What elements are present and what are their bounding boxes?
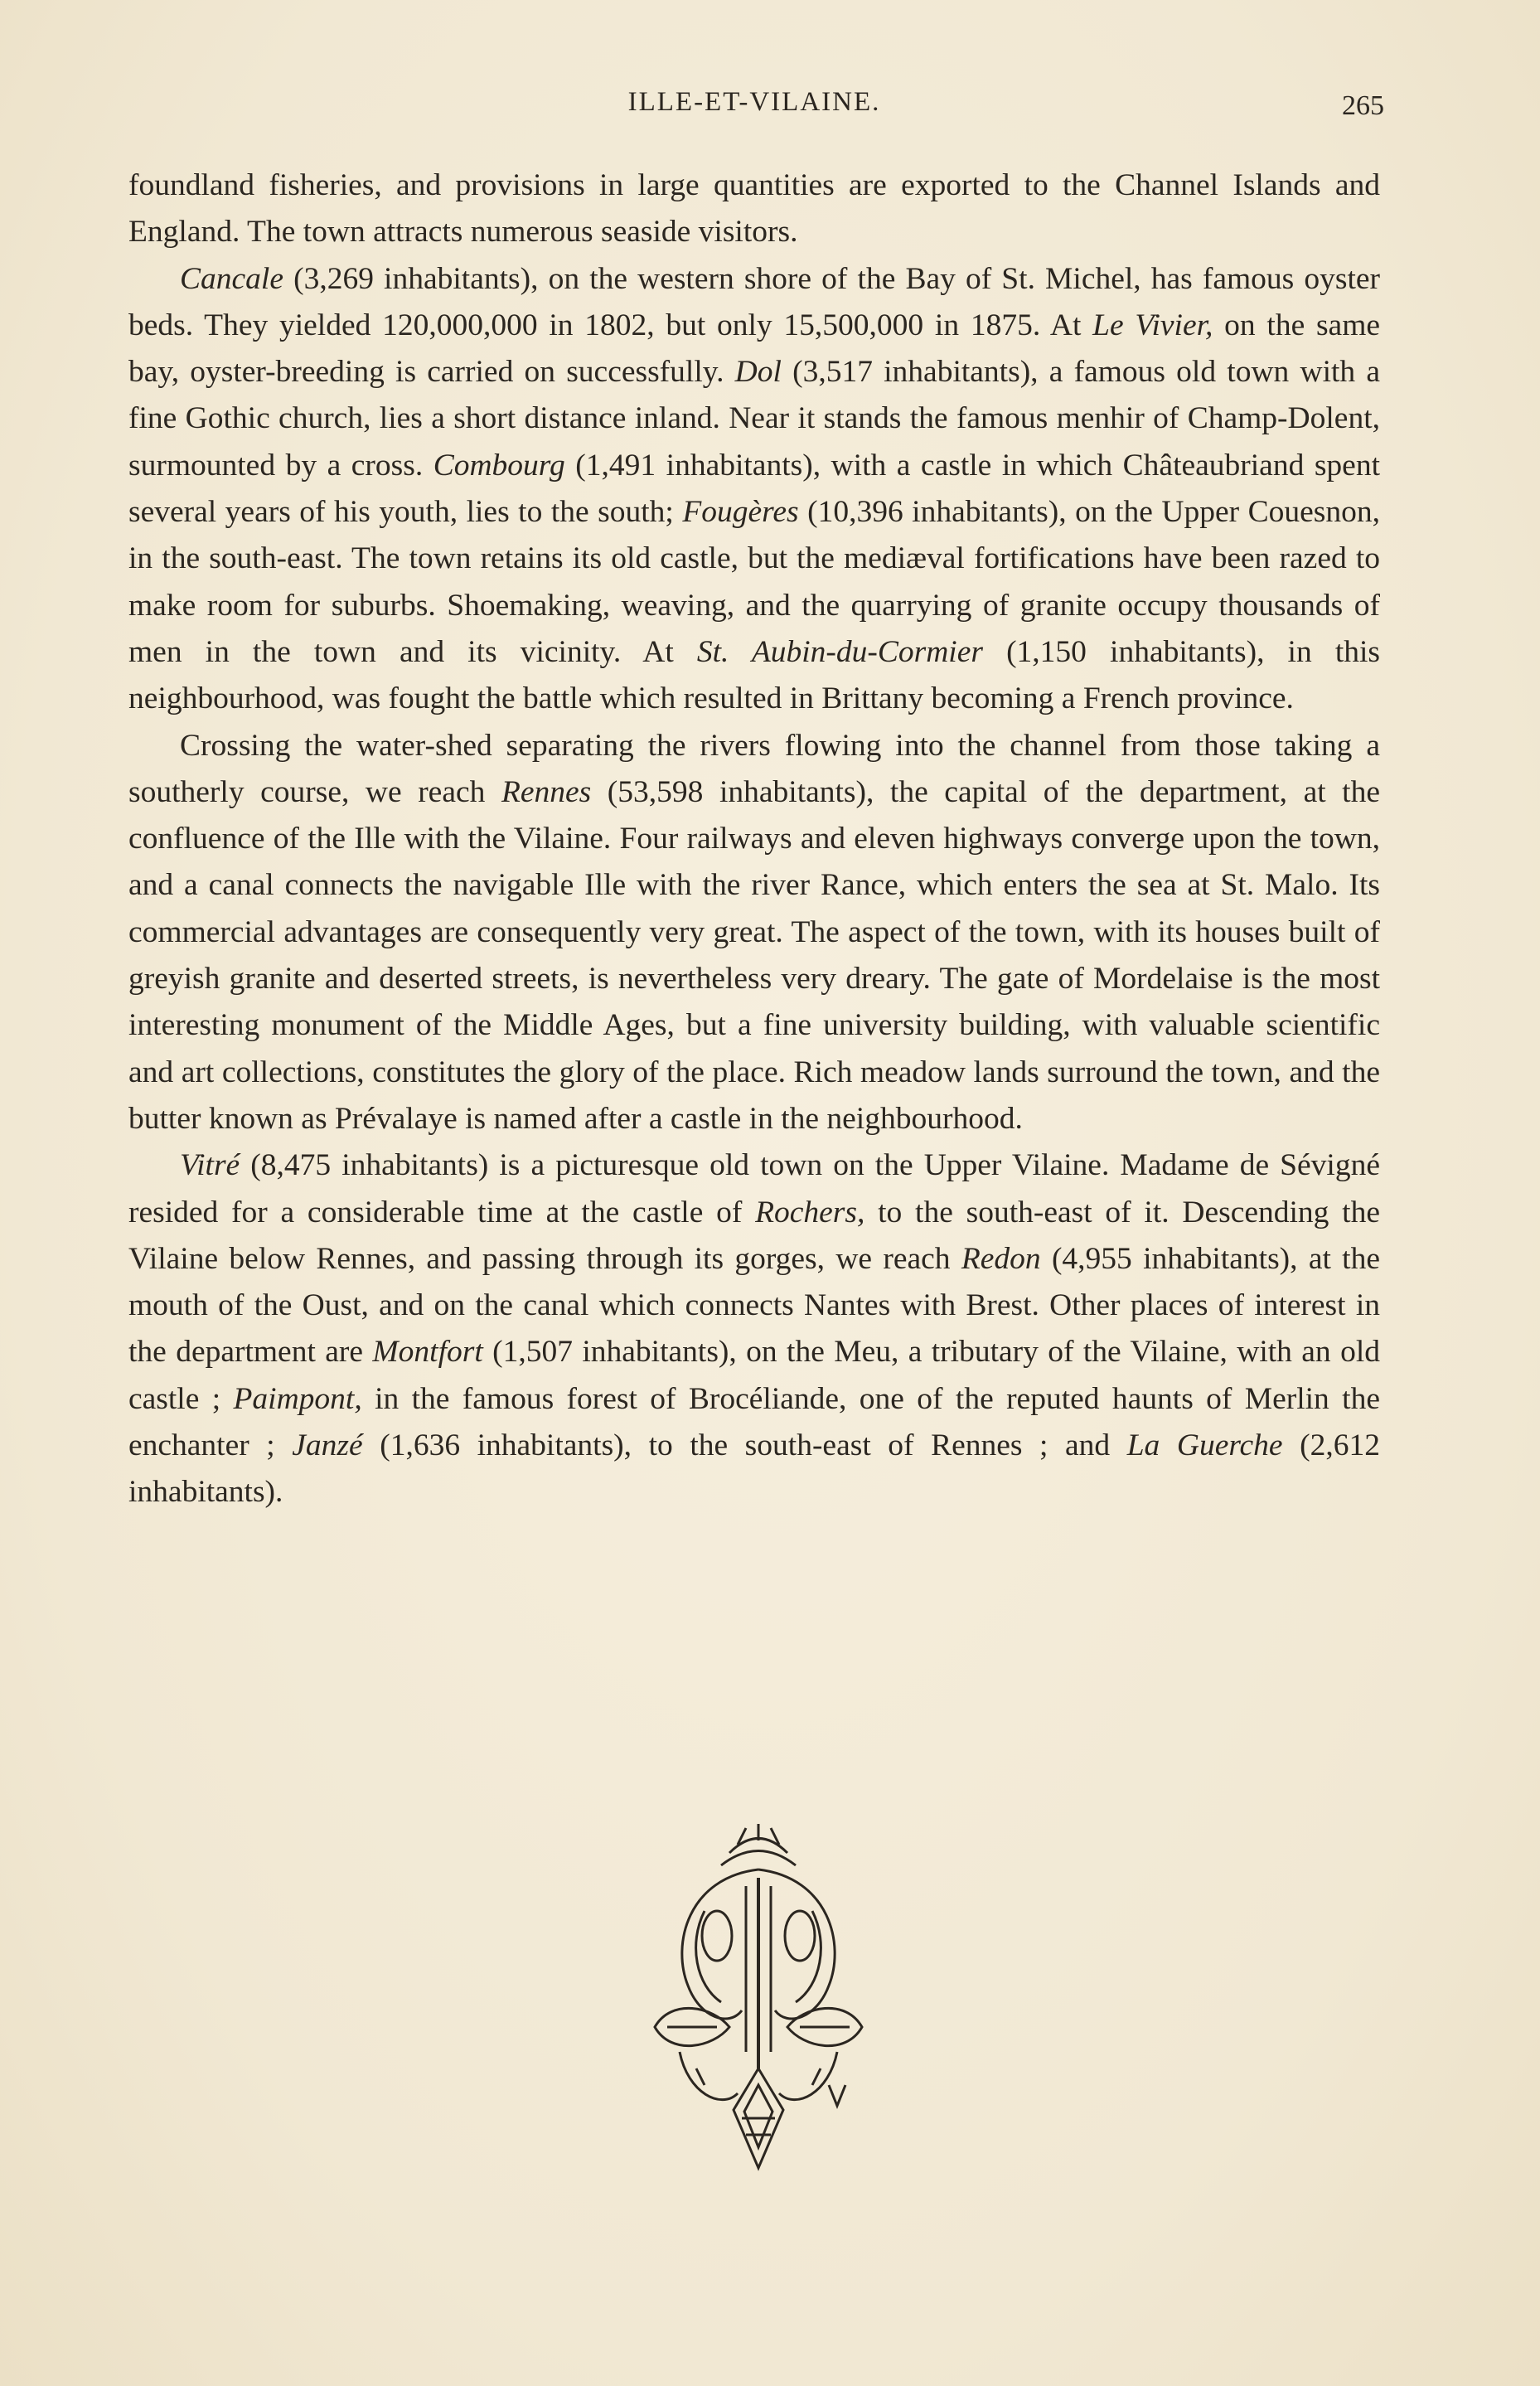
floral-tailpiece-icon [638,1820,879,2193]
italic-place-name: Combourg [433,448,565,483]
body-text [128,162,1380,1516]
text-run: Crossing the water-shed separating the rivers flowing into the channel from those taking a southerly course, we reach [128,728,1380,809]
text-run: (1,491 inhabitants), with a castle in which Châteaubriand spent several years of his youth, lies to the south; [128,448,1380,530]
running-header [124,87,1384,137]
text-run: in the famous forest of Brocéliande, one of the reputed haunts of Merlin the enchanter ; [128,1381,1380,1463]
italic-place-name: Le Vivier, [1092,308,1213,342]
text-run: (10,396 inhabitants), on the Upper Couesnon, in the south-east. The town retains its old castle, but the mediæval fortifications have been razed to make room for suburbs. Shoemaking, weaving, and the quarrying of granite occupy thousands of men in the town and its vicinity. At [128,495,1380,669]
text-run: foundland fisheries, and provisions in large quantities are exported to the Channel Islands and England. The town attracts numerous seaside visitors. [128,168,1380,250]
italic-place-name: Redon [961,1241,1041,1276]
paragraph [128,162,1380,256]
italic-place-name: Cancale [180,261,283,296]
text-run: (8,475 inhabitants) is a picturesque old town on the Upper Vilaine. Madame de Sévigné resided for a considerable time at the castle of [128,1148,1380,1229]
text-run: (1,150 inhabitants), in this neighbourhood, was fought the battle which resulted in Brittany becoming a French province. [128,634,1380,716]
text-run: (3,517 inhabitants), a famous old town with a fine Gothic church, lies a short distance inland. Near it stands the famous menhir of Champ-Dolent, surmounted by a cross. [128,355,1380,483]
italic-place-name: St. Aubin-du-Cormier [696,634,983,669]
italic-place-name: Rochers, [755,1195,865,1229]
italic-place-name: Fougères [682,495,799,530]
italic-place-name: Paimpont, [233,1381,362,1416]
text-run: (3,269 inhabitants), on the western shore of the Bay of St. Michel, has famous oyster beds. They yielded 120,000,000 in 1802, but only 15,500,000 in 1875. At [128,261,1380,342]
page-number: 265 [1342,90,1384,121]
running-title: ILLE-ET-VILAINE. [627,87,881,117]
paragraph [128,1142,1380,1515]
text-run: (2,612 inhabitants). [128,1428,1380,1510]
italic-place-name: Janzé [292,1428,363,1463]
text-run: (53,598 inhabitants), the capital of the department, at the confluence of the Ille with the Vilaine. Four railways and eleven highways converge upon the town, and a canal connects the navigable Ille with the river Rance, which enters the sea at St. Malo. Its commercial advantages are consequently very great. The aspect of the town, with its houses built of greyish granite and deserted streets, is nevertheless very dreary. The gate of Mordelaise is the most interesting monument of the Middle Ages, but a fine university building, with valuable scientific and art collections, constitutes the glory of the place. Rich meadow lands surround the town, and the butter known as Prévalaye is named after a castle in the neighbourhood. [128,774,1380,1136]
italic-place-name: Vitré [180,1148,240,1183]
text-run: (1,636 inhabitants), to the south-east of Rennes ; and [362,1428,1127,1463]
paragraph [128,256,1380,723]
text-run: (1,507 inhabitants), on the Meu, a tributary of the Vilaine, with an old castle ; [128,1335,1380,1416]
text-run: (4,955 inhabitants), at the mouth of the Oust, and on the canal which connects Nantes with Brest. Other places of interest in the department are [128,1241,1380,1370]
italic-place-name: Rennes [501,774,592,809]
italic-place-name: Dol [734,355,782,390]
italic-place-name: Montfort [372,1335,483,1370]
paragraph [128,723,1380,1143]
text-run: on the same bay, oyster-breeding is carried on successfully. [128,308,1381,390]
italic-place-name: La Guerche [1126,1428,1283,1463]
text-run: to the south-east of it. Descending the Vilaine below Rennes, and passing through its gorges, we reach [128,1195,1380,1276]
